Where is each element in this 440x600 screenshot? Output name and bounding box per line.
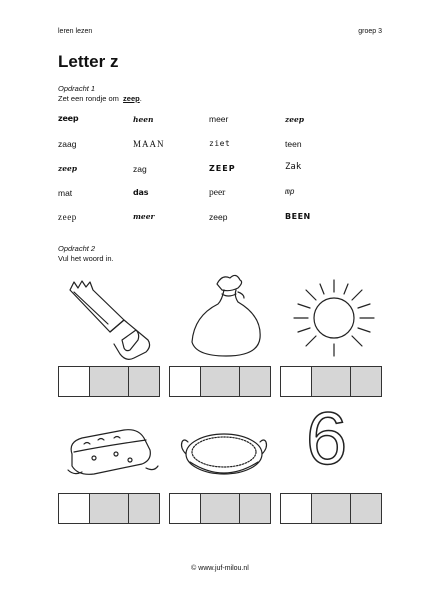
- word-cell[interactable]: mat: [58, 188, 73, 198]
- answer-boxes-1[interactable]: [58, 366, 160, 397]
- opdracht1-instruction: [58, 94, 142, 103]
- answer-boxes-3[interactable]: [280, 366, 382, 397]
- word-cell[interactable]: zeep: [58, 212, 77, 222]
- answer-boxes-5[interactable]: [169, 493, 271, 524]
- opdracht2-heading: Opdracht 2: [58, 244, 96, 253]
- saw-icon: [64, 278, 154, 358]
- six-icon: 6: [306, 397, 348, 480]
- answer-boxes-6[interactable]: [280, 493, 382, 524]
- word-cell[interactable]: ZEEP: [209, 164, 236, 173]
- word-cell[interactable]: das: [133, 188, 149, 197]
- sun-icon: [284, 272, 384, 360]
- footer-credit: © www.juf-milou.nl: [191, 565, 249, 572]
- word-cell[interactable]: zeep: [209, 212, 228, 222]
- word-cell[interactable]: zaag: [58, 139, 77, 149]
- word-cell[interactable]: zeep: [285, 115, 305, 124]
- word-cell[interactable]: zeep: [58, 164, 78, 173]
- word-cell[interactable]: mp: [285, 188, 295, 197]
- word-cell[interactable]: heen: [133, 115, 154, 124]
- answer-boxes-2[interactable]: [169, 366, 271, 397]
- header-group: groep 3: [358, 28, 382, 35]
- word-cell[interactable]: teen: [285, 139, 302, 149]
- word-cell[interactable]: BEEN: [285, 212, 311, 221]
- header-subject: leren lezen: [58, 28, 93, 35]
- page-title: Letter z: [58, 52, 119, 71]
- sieve-icon: [176, 424, 276, 484]
- instruction-suffix: .: [139, 94, 142, 103]
- answer-boxes-4[interactable]: [58, 493, 160, 524]
- word-cell[interactable]: peer: [209, 188, 226, 198]
- instruction-target-word: zeep: [123, 94, 140, 103]
- opdracht1-heading: Opdracht 1: [58, 84, 96, 93]
- word-cell[interactable]: ziet: [209, 139, 231, 148]
- opdracht2-instruction: Vul het woord in.: [58, 254, 114, 263]
- word-cell[interactable]: Zak: [285, 162, 302, 172]
- word-cell[interactable]: zag: [133, 164, 147, 174]
- instruction-prefix: Zet een rondje om: [58, 94, 119, 103]
- word-cell[interactable]: meer: [209, 114, 229, 124]
- word-cell[interactable]: MAAN: [133, 139, 165, 149]
- word-cell[interactable]: zeep: [58, 114, 79, 123]
- word-cell[interactable]: meer: [133, 212, 155, 221]
- bag-icon: [182, 272, 272, 358]
- soap-icon: [64, 420, 164, 480]
